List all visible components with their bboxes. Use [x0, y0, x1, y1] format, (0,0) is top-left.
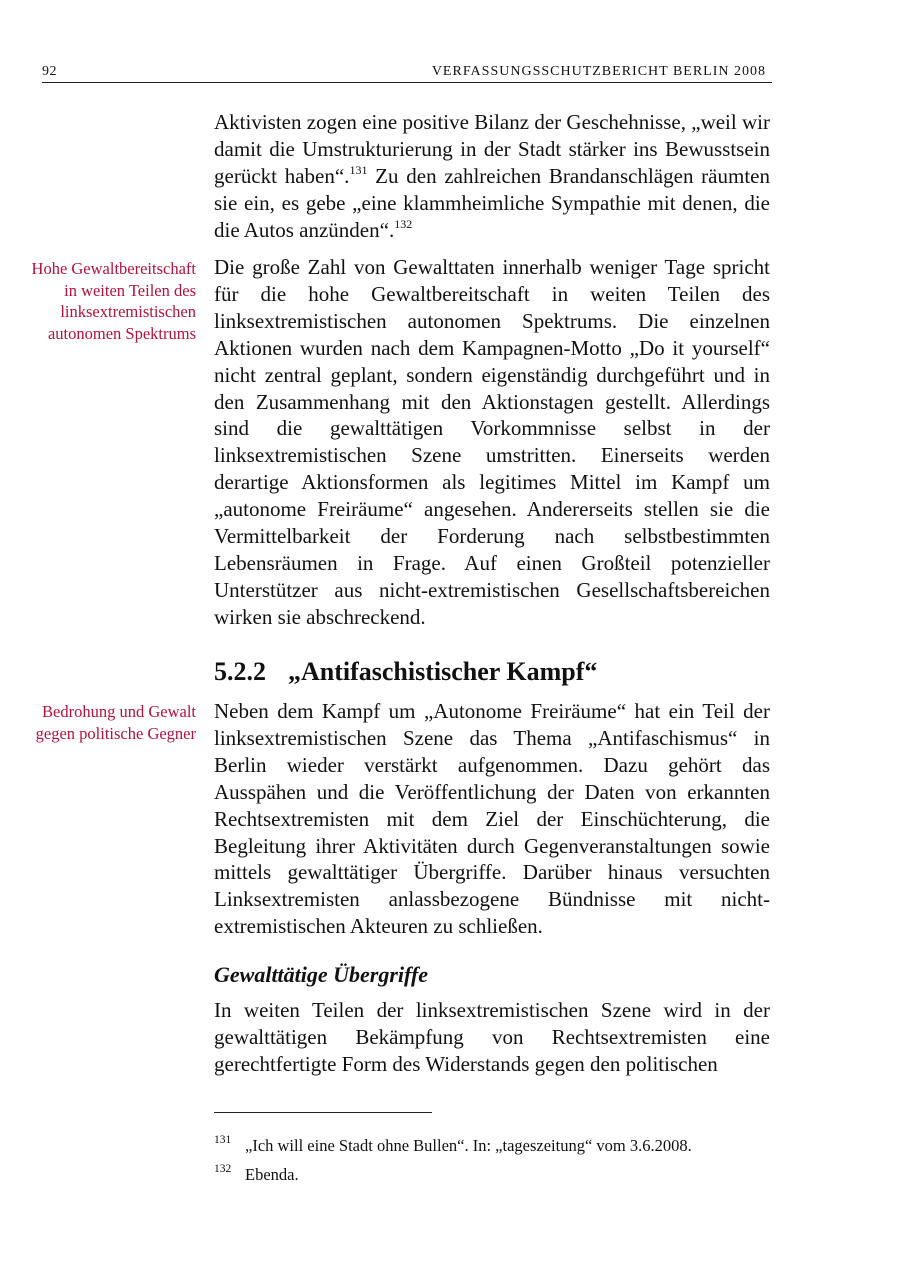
footnote-number: 132 — [214, 1163, 232, 1175]
running-title: VERFASSUNGSSCHUTZBERICHT BERLIN 2008 — [431, 64, 766, 79]
paragraph-resistance: In weiten Teilen der linksextremistischen Szene wird in der gewalttätigen Bekämpfung von Rechtsextremisten eine gerechtfertigte Form des Widerstands gegen den politischen — [214, 998, 770, 1076]
footnote-text: „Ich will eine Stadt ohne Bullen“. In: „tageszeitung“ vom 3.6.2008. — [245, 1136, 692, 1155]
footnote-ref-132[interactable]: 132 — [394, 216, 413, 231]
paragraph-intro — [214, 109, 770, 244]
paragraph-antifascism: Neben dem Kampf um „Autonome Freiräume“ hat ein Teil der linksextremistischen Szene das Thema „Antifaschismus“ in Berlin wieder verstärkt aufgenommen. Dazu gehört das Ausspähen und die Veröffentlichung der Daten von erkannten Rechtsextremisten mit dem Ziel der Einschüchterung, die Begleitung ihrer Aktivitäten durch Gegenveranstaltungen sowie mittels gewalttätiger Übergriffe. Darüber hinaus versuchten Linksextremisten anlassbezogene Bündnisse mit nicht-extremistischen Akteuren zu schließen. — [214, 699, 770, 939]
paragraph-violence: Die große Zahl von Gewalttaten innerhalb weniger Tage spricht für die hohe Gewaltbereitschaft in weiten Teilen des linksextremistischen autonomen Spektrums. Die einzelnen Aktionen wurden nach dem Kampagnen-Motto „Do it yourself“ nicht zentral geplant, sondern eigenständig durchgeführt und in den Zusammenhang mit den Aktionstagen gestellt. Allerdings sind die gewalttätigen Vorkommnisse selbst in der linksextremistischen Szene umstritten. Einerseits werden derartige Aktionsformen als legitimes Mittel im Kampf um „autonome Freiräume“ angesehen. Andererseits stellen sie die Vermittelbarkeit der Forderung nach selbstbestimmten Lebensräumen in Frage. Auf einen Großteil potenzieller Unterstützer aus nicht-extremistischen Gesellschaftsbereichen wirken sie abschreckend. — [214, 255, 770, 629]
page-number: 92 — [42, 64, 57, 79]
section-title: „Antifaschistischer Kampf“ — [288, 657, 598, 686]
section-number: 5.2.2 — [214, 657, 266, 686]
footnote-divider — [214, 1112, 432, 1113]
margin-note-violence: Hohe Gewaltbereitschaft in weiten Teilen des linksextremistischen autonomen Spektrums — [31, 259, 196, 343]
subheading-violent-attacks: Gewalttätige Übergriffe — [214, 962, 429, 987]
page-header — [42, 62, 772, 83]
footnote-ref-131[interactable]: 131 — [349, 162, 368, 177]
footnote-number: 131 — [214, 1134, 232, 1146]
section-heading — [214, 655, 597, 689]
paragraph-intro-text-2: Zu den zahlreichen Brandanschlägen räumten sie ein, es gebe „eine klammheimliche Sympathie mit denen, die die Autos anzünden“. — [214, 163, 770, 242]
footnote-text: Ebenda. — [245, 1165, 299, 1184]
margin-note-threats: Bedrohung und Gewalt gegen politische Gegner — [35, 702, 196, 743]
paragraph-intro-text-1: Aktivisten zogen eine positive Bilanz der Geschehnisse, „weil wir damit die Umstrukturierung in der Stadt stärker ins Bewusstsein gerückt haben“. — [214, 110, 770, 188]
